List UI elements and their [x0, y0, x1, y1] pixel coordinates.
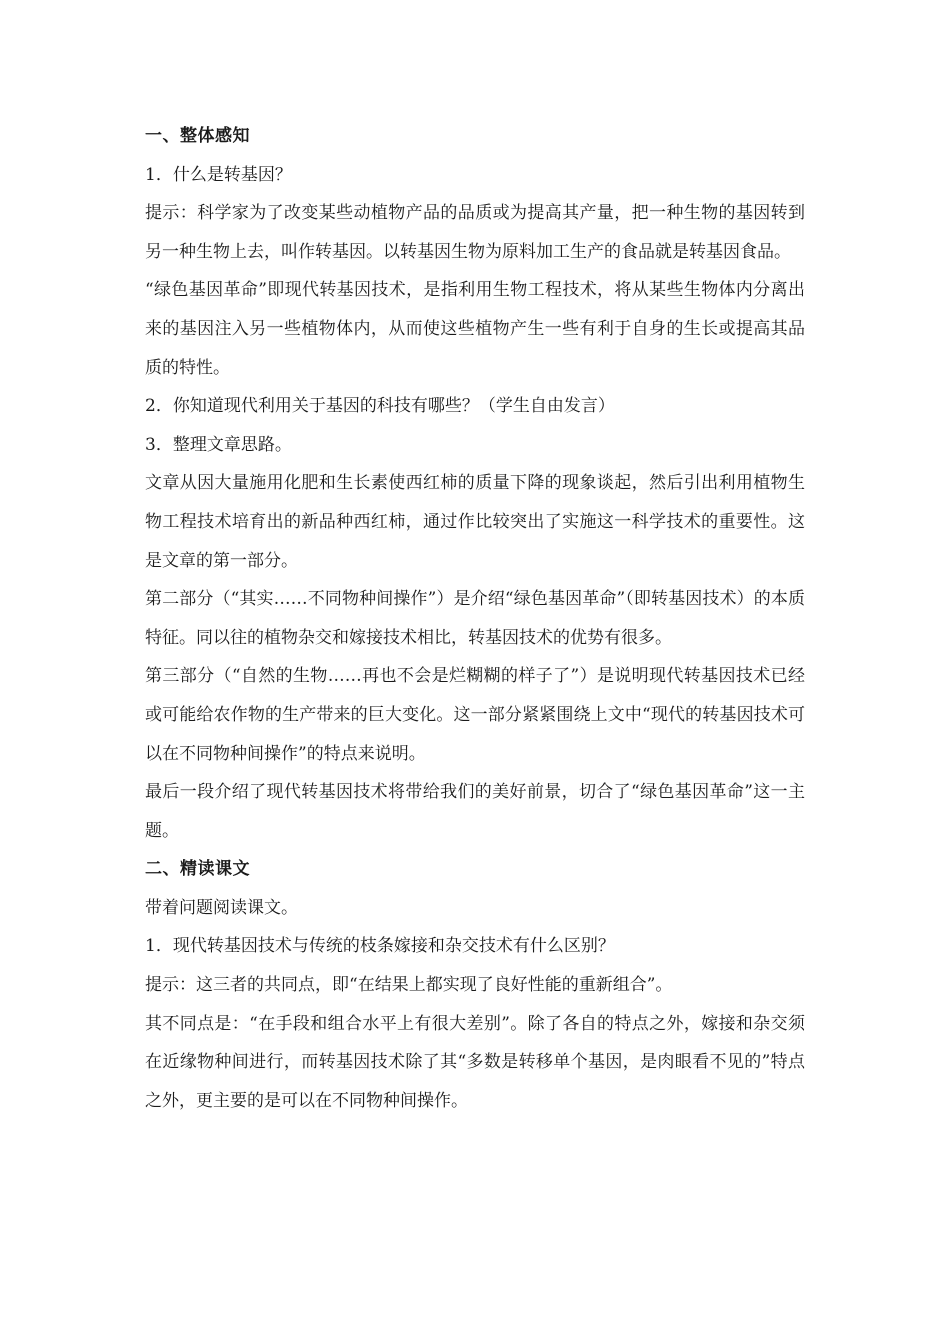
part-3-paragraph: 第三部分（“自然的生物……再也不会是烂糊糊的样子了”）是说明现代转基因技术已经或可能给农作物的生产带来的巨大变化。这一部分紧紧围绕上文中“现代的转基因技术可以在不同物种间操作”的特点来说明。 [145, 666, 805, 764]
reading-intro: 带着问题阅读课文。 [145, 897, 298, 918]
section-heading-overview: 一、整体感知 [145, 126, 250, 146]
last-paragraph: 最后一段介绍了现代转基因技术将带给我们的美好前景，切合了“绿色基因革命”这一主题。 [145, 782, 805, 841]
section-heading-close-reading: 二、精读课文 [145, 859, 250, 880]
question-2: 2．你知道现代利用关于基因的科技有哪些？（学生自由发言） [145, 396, 615, 417]
question-1: 1．什么是转基因？ [145, 164, 292, 185]
green-revolution-paragraph: “绿色基因革命”即现代转基因技术，是指利用生物工程技术，将从某些生物体内分离出来的基因注入另一些植物体内，从而使这些植物产生一些有利于自身的生长或提高其品质的特性。 [145, 280, 805, 378]
hint-paragraph-close-reading: 提示：这三者的共同点，即“在结果上都实现了良好性能的重新组合”。 [145, 975, 673, 996]
difference-paragraph: 其不同点是：“在手段和组合水平上有很大差别”。除了各自的特点之外，嫁接和杂交须在近缘物种间进行，而转基因技术除了其“多数是转移单个基因，是肉眼看不见的”特点之外，更主要的是可以在不同物种间操作。 [145, 1013, 805, 1111]
part-2-paragraph: 第二部分（“其实……不同物种间操作”）是介绍“绿色基因革命”（即转基因技术）的本质特征。同以往的植物杂交和嫁接技术相比，转基因技术的优势有很多。 [145, 589, 805, 648]
hint-paragraph: 提示：科学家为了改变某些动植物产品的品质或为提高其产量，把一种生物的基因转到另一种生物上去，叫作转基因。以转基因生物为原料加工生产的食品就是转基因食品。 [145, 203, 805, 262]
question-3: 3．整理文章思路。 [145, 434, 292, 455]
part-1-paragraph: 文章从因大量施用化肥和生长素使西红柿的质量下降的现象谈起，然后引出利用植物生物工程技术培育出的新品种西红柿，通过作比较突出了实施这一科学技术的重要性。这是文章的第一部分。 [145, 473, 805, 571]
document-page [145, 117, 805, 1120]
question-1-close-reading: 1．现代转基因技术与传统的枝条嫁接和杂交技术有什么区别？ [145, 936, 615, 957]
